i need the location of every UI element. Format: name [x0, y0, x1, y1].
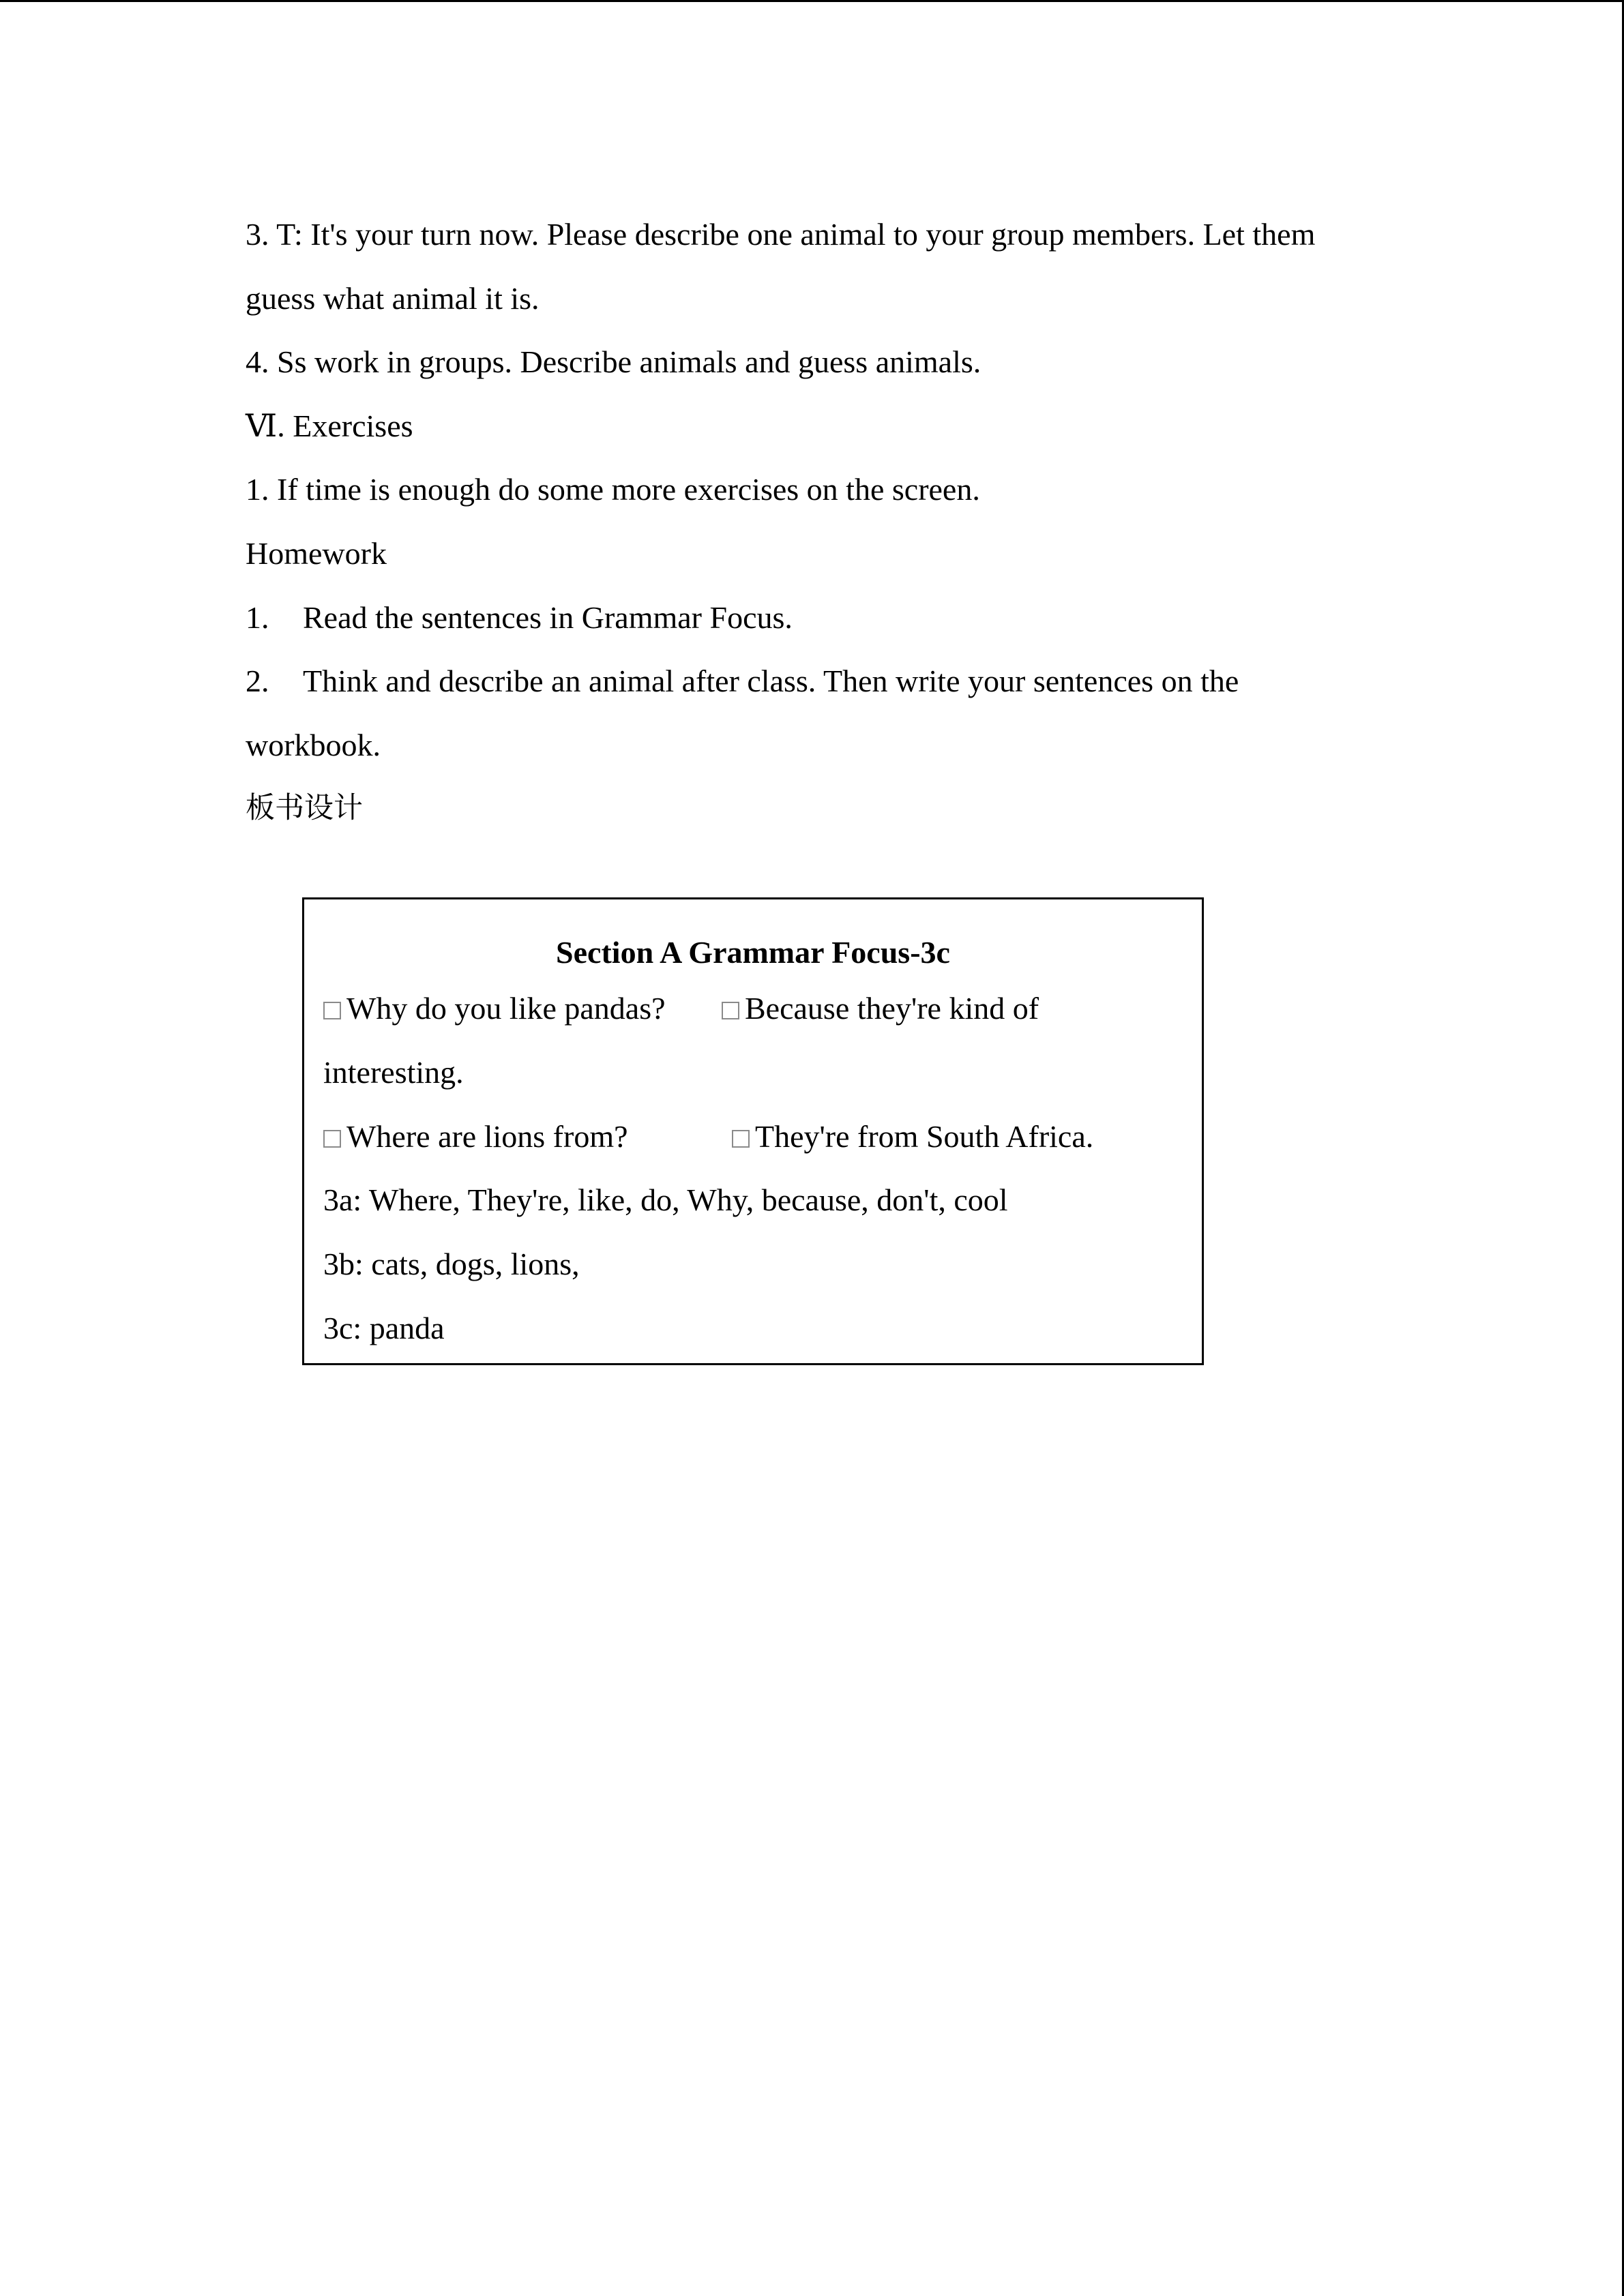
- checkbox-icon: [732, 1130, 750, 1148]
- step-4: 4. Ss work in groups. Describe animals and guess animals.: [246, 344, 981, 380]
- blackboard-design-heading: 板书设计: [246, 791, 363, 826]
- board-q2: [323, 1113, 628, 1161]
- board-a1: [722, 985, 1039, 1032]
- step-3-line-1: 3. T: It's your turn now. Please describe one animal to your group members. Let them: [246, 217, 1316, 252]
- board-3a: 3a: Where, They're, like, do, Why, because, don't, cool: [323, 1182, 1008, 1217]
- board-q1-text: Why do you like pandas?: [346, 991, 666, 1026]
- exercises-heading: Ⅵ. Exercises: [246, 408, 413, 443]
- checkbox-icon: [323, 1002, 341, 1019]
- board-row-1: [323, 985, 1183, 1032]
- step-3-line-2: guess what animal it is.: [246, 280, 540, 316]
- document-body: [246, 203, 1405, 841]
- board-3b: 3b: cats, dogs, lions,: [323, 1247, 580, 1281]
- board-q2-text: Where are lions from?: [346, 1119, 628, 1154]
- homework-item-1-text: Read the sentences in Grammar Focus.: [303, 599, 793, 635]
- board-row-2: [323, 1113, 1183, 1161]
- homework-item-2-text: Think and describe an animal after class. Then write your sentences on the: [303, 664, 1239, 699]
- page-top-border: [0, 0, 1624, 2]
- checkbox-icon: [323, 1130, 341, 1148]
- board-3c: 3c: panda: [323, 1311, 445, 1345]
- board-a2-text: They're from South Africa.: [755, 1119, 1094, 1154]
- homework-item-2-continued: workbook.: [246, 727, 381, 762]
- homework-item-1-number: 1.: [246, 599, 269, 635]
- checkbox-icon: [722, 1002, 739, 1019]
- board-a1-text: Because they're kind of: [745, 991, 1039, 1026]
- board-q1: [323, 985, 666, 1032]
- blackboard-design-box: [302, 897, 1204, 1365]
- homework-item-1: [246, 586, 1405, 650]
- board-a2: [732, 1113, 1093, 1161]
- exercise-1: 1. If time is enough do some more exercises on the screen.: [246, 472, 980, 507]
- board-a1-continued: interesting.: [323, 1055, 464, 1090]
- board-title: Section A Grammar Focus-3c: [556, 935, 950, 970]
- homework-item-2: [246, 649, 1405, 713]
- homework-heading: Homework: [246, 535, 387, 571]
- homework-item-2-number: 2.: [246, 664, 269, 699]
